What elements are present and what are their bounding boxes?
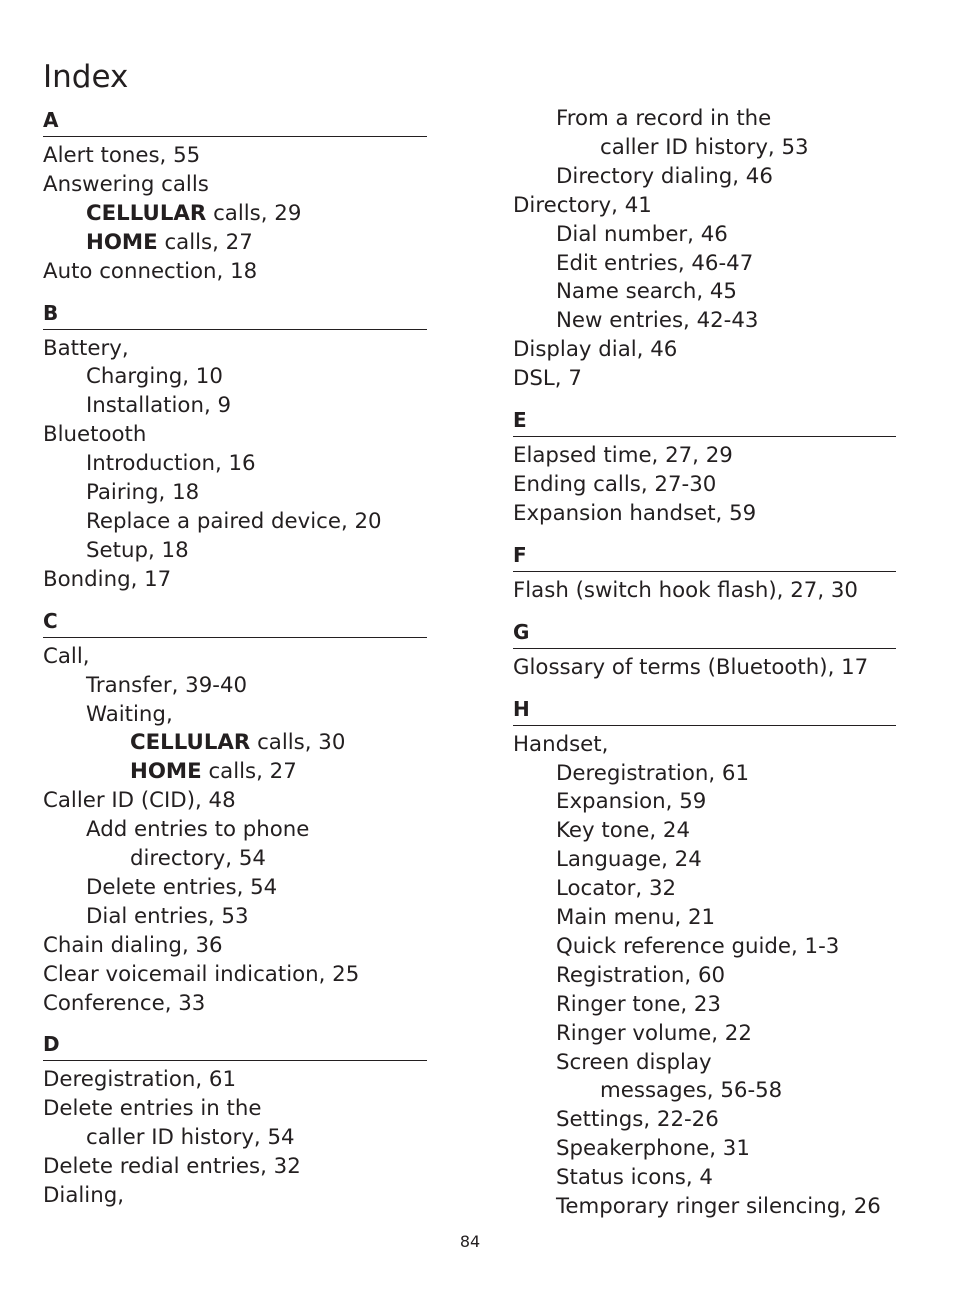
index-entry	[513, 654, 896, 683]
index-entry-text: Directory, 41	[513, 192, 652, 218]
index-entry	[513, 163, 896, 192]
index-entry-text: Deregistration, 61	[43, 1067, 237, 1093]
index-entry	[513, 817, 896, 846]
index-entry	[43, 537, 427, 566]
section-entries	[513, 105, 896, 394]
index-entry-text: calls, 30	[250, 730, 346, 756]
index-entry-text: New entries, 42-43	[556, 308, 759, 334]
page-title: Index	[43, 58, 129, 95]
index-entry	[43, 566, 427, 595]
index-entry	[513, 1077, 896, 1106]
index-entry	[513, 278, 896, 307]
index-section-h	[513, 694, 896, 1222]
index-entry-text: Language, 24	[556, 847, 702, 873]
index-entry	[43, 1124, 427, 1153]
index-entry	[513, 991, 896, 1020]
index-entry	[513, 250, 896, 279]
index-entry	[513, 192, 896, 221]
index-entry-text: Glossary of terms (Bluetooth), 17	[513, 654, 869, 680]
index-entry-text: Chain dialing, 36	[43, 932, 223, 958]
index-entry-text: Ending calls, 27-30	[513, 471, 717, 497]
index-entry	[43, 1066, 427, 1095]
section-entries	[513, 437, 896, 529]
index-entry-keyword: CELLULAR	[130, 730, 251, 756]
index-entry-text: Delete redial entries, 32	[43, 1154, 301, 1180]
index-entry	[513, 471, 896, 500]
index-entry-text: Add entries to phone	[86, 817, 310, 843]
index-entry-text: Expansion, 59	[556, 789, 707, 815]
index-entry-text: Call,	[43, 643, 90, 669]
index-entry-text: Ringer tone, 23	[556, 991, 721, 1017]
index-entry	[513, 500, 896, 529]
section-letter-heading: C	[43, 606, 427, 638]
section-letter-heading: F	[513, 540, 896, 572]
index-entry	[43, 335, 427, 364]
index-entry-text: DSL, 7	[513, 366, 582, 392]
index-entry	[513, 134, 896, 163]
section-letter-heading: E	[513, 405, 896, 437]
index-entry	[43, 200, 427, 229]
index-entry	[43, 508, 427, 537]
index-entry	[513, 1106, 896, 1135]
index-entry-text: Elapsed time, 27, 29	[513, 443, 733, 469]
index-entry	[513, 365, 896, 394]
index-entry	[43, 729, 427, 758]
index-entry	[513, 1164, 896, 1193]
section-letter-heading: G	[513, 617, 896, 649]
index-entry	[513, 105, 896, 134]
index-section-e	[513, 405, 896, 529]
index-section-a	[43, 105, 427, 287]
index-entry-text: Temporary ringer silencing, 26	[556, 1194, 881, 1220]
index-entry-text: Replace a paired device, 20	[86, 508, 382, 534]
index-entry	[513, 788, 896, 817]
index-entry	[43, 845, 427, 874]
index-entry	[43, 903, 427, 932]
index-entry	[513, 221, 896, 250]
index-entry	[43, 171, 427, 200]
index-entry-text: Edit entries, 46-47	[556, 250, 754, 276]
index-entry	[43, 258, 427, 287]
section-entries	[43, 1061, 427, 1211]
index-section-b	[43, 298, 427, 595]
index-entry	[513, 1049, 896, 1078]
section-entries	[43, 330, 427, 595]
index-entry-text: Deregistration, 61	[556, 760, 750, 786]
index-entry-text: Flash (switch hook flash), 27, 30	[513, 577, 858, 603]
index-entry	[513, 1135, 896, 1164]
index-entry	[43, 932, 427, 961]
index-entry-text: calls, 27	[157, 229, 253, 255]
section-letter-heading: B	[43, 298, 427, 330]
index-entry-text: Key tone, 24	[556, 818, 690, 844]
index-entry	[513, 846, 896, 875]
index-entry-keyword: CELLULAR	[86, 200, 207, 226]
index-entry	[43, 421, 427, 450]
index-entry-text: Speakerphone, 31	[556, 1136, 750, 1162]
index-entry	[43, 701, 427, 730]
section-entries	[43, 638, 427, 1019]
index-entry-text: caller ID history, 53	[600, 134, 809, 160]
index-entry-text: Pairing, 18	[86, 480, 200, 506]
index-entry	[513, 1020, 896, 1049]
index-entry	[513, 962, 896, 991]
index-entry	[43, 758, 427, 787]
index-entry-text: Main menu, 21	[556, 905, 716, 931]
section-entries	[43, 137, 427, 287]
section-letter-heading: D	[43, 1029, 427, 1061]
index-column-right	[513, 105, 896, 1222]
index-entry	[513, 933, 896, 962]
index-entry-text: Handset,	[513, 731, 609, 757]
index-entry	[43, 142, 427, 171]
index-entry-text: Quick reference guide, 1-3	[556, 933, 840, 959]
index-entry-text: Auto connection, 18	[43, 258, 258, 284]
index-entry-text: From a record in the	[556, 106, 772, 131]
index-entry-text: Delete entries, 54	[86, 874, 278, 900]
index-entry-text: Installation, 9	[86, 393, 232, 419]
section-letter-heading: A	[43, 105, 427, 137]
index-entry-text: Settings, 22-26	[556, 1107, 719, 1133]
index-entry-text: Clear voicemail indication, 25	[43, 961, 360, 987]
index-entry	[43, 874, 427, 903]
index-column-left	[43, 105, 427, 1211]
index-entry-text: Waiting,	[86, 701, 173, 727]
index-entry	[43, 1153, 427, 1182]
index-entry	[513, 731, 896, 760]
index-entry-text: Dialing,	[43, 1183, 124, 1209]
index-entry	[513, 336, 896, 365]
index-entry-text: messages, 56-58	[600, 1078, 783, 1104]
index-entry	[43, 450, 427, 479]
index-entry	[43, 816, 427, 845]
index-section-f	[513, 540, 896, 606]
index-entry	[43, 392, 427, 421]
index-entry	[43, 363, 427, 392]
index-entry	[513, 904, 896, 933]
index-entry-text: Dial entries, 53	[86, 903, 249, 929]
index-entry-text: caller ID history, 54	[86, 1125, 295, 1151]
index-entry-text: calls, 29	[206, 200, 302, 226]
index-section-d	[43, 1029, 427, 1211]
section-letter-heading: H	[513, 694, 896, 726]
index-entry-text: Directory dialing, 46	[556, 163, 773, 189]
index-entry	[513, 307, 896, 336]
index-entry-text: Answering calls	[43, 171, 209, 197]
index-section-c	[43, 606, 427, 1019]
index-entry	[513, 875, 896, 904]
index-entry-text: directory, 54	[130, 846, 266, 872]
index-entry-text: Bonding, 17	[43, 566, 172, 592]
index-entry-text: Ringer volume, 22	[556, 1020, 752, 1046]
index-entry-text: Expansion handset, 59	[513, 500, 757, 526]
section-entries	[513, 726, 896, 1222]
index-entry	[43, 643, 427, 672]
index-entry-text: Delete entries in the	[43, 1096, 262, 1122]
section-entries	[513, 649, 896, 683]
index-entry-text: Caller ID (CID), 48	[43, 788, 236, 814]
index-entry	[43, 1095, 427, 1124]
index-entry-keyword: HOME	[130, 759, 202, 785]
index-entry	[43, 479, 427, 508]
index-entry-text: Status icons, 4	[556, 1165, 713, 1191]
index-section-d-continued	[513, 105, 896, 394]
index-entry-text: Setup, 18	[86, 537, 189, 563]
index-entry-text: Alert tones, 55	[43, 143, 201, 168]
index-entry	[513, 760, 896, 789]
index-entry	[43, 229, 427, 258]
index-entry-text: Locator, 32	[556, 876, 677, 902]
index-entry	[513, 1193, 896, 1222]
index-entry-text: Bluetooth	[43, 422, 147, 448]
index-entry	[43, 961, 427, 990]
index-entry-text: Dial number, 46	[556, 221, 728, 247]
index-entry-text: Battery,	[43, 335, 129, 361]
page-number: 84	[459, 1232, 481, 1251]
section-entries	[513, 572, 896, 606]
index-entry	[43, 1182, 427, 1211]
index-entry-text: calls, 27	[201, 759, 297, 785]
index-entry-text: Transfer, 39-40	[86, 672, 248, 698]
index-entry-text: Display dial, 46	[513, 337, 678, 363]
index-entry-text: Introduction, 16	[86, 451, 256, 477]
index-entry-text: Name search, 45	[556, 279, 737, 305]
index-entry	[513, 577, 896, 606]
index-entry	[43, 787, 427, 816]
index-section-g	[513, 617, 896, 683]
index-entry-text: Registration, 60	[556, 962, 726, 988]
index-entry	[43, 990, 427, 1019]
index-entry-text: Conference, 33	[43, 990, 206, 1016]
index-entry	[513, 442, 896, 471]
index-entry-text: Charging, 10	[86, 364, 223, 390]
index-entry	[43, 672, 427, 701]
index-entry-keyword: HOME	[86, 229, 158, 255]
index-entry-text: Screen display	[556, 1049, 712, 1075]
